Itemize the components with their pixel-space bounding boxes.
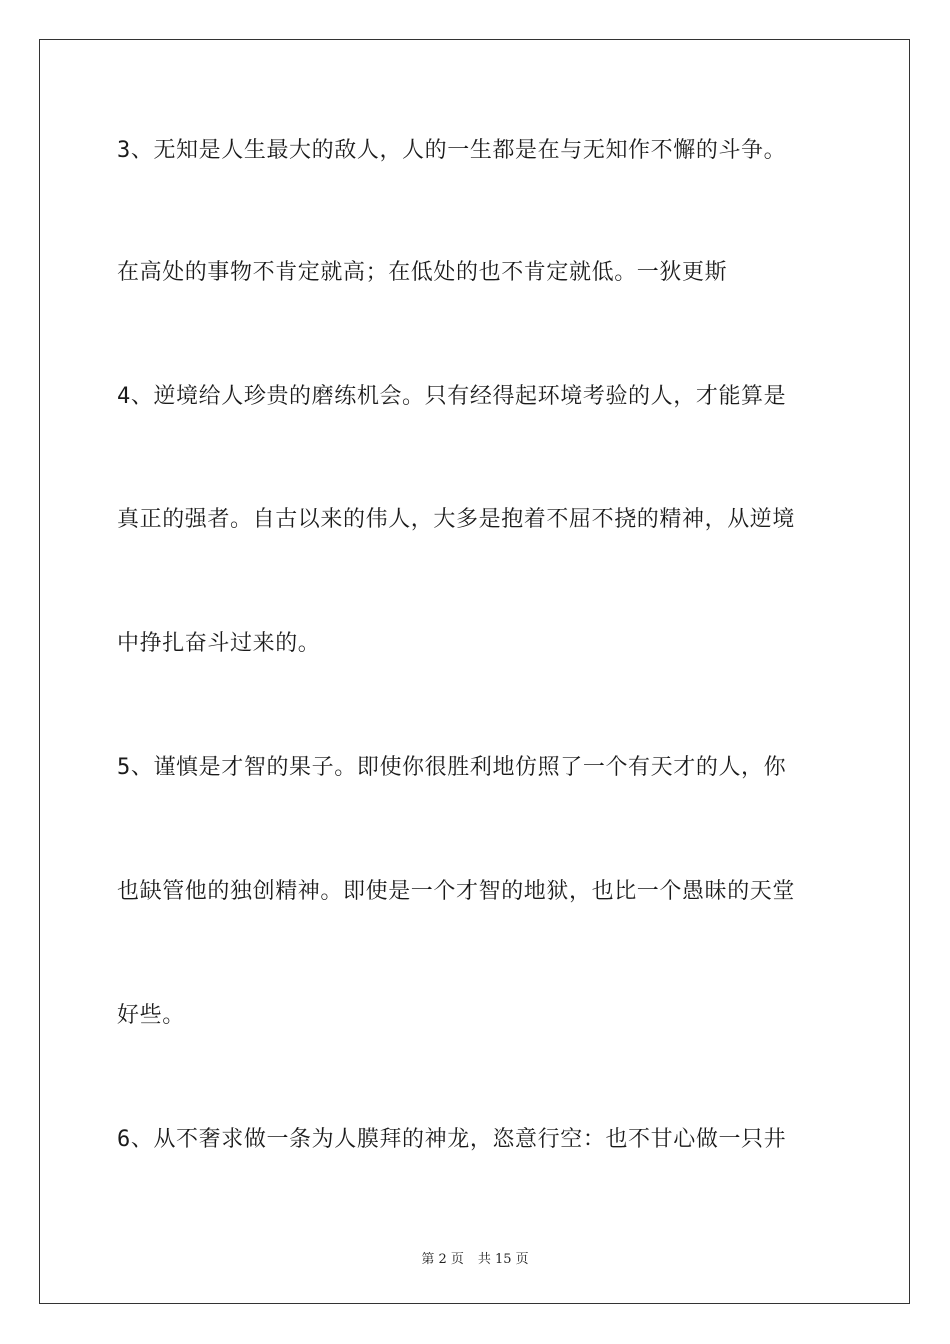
text-line: 也缺管他的独创精神。即使是一个才智的地狱，也比一个愚昧的天堂: [117, 879, 796, 904]
text-line: 3、无知是人生最大的敌人，人的一生都是在与无知作不懈的斗争。: [117, 138, 787, 163]
text-line: 6、从不奢求做一条为人膜拜的神龙，恣意行空：也不甘心做一只井: [117, 1127, 787, 1152]
text-line: 真正的强者。自古以来的伟人，大多是抱着不屈不挠的精神，从逆境: [117, 507, 796, 532]
text-line: 在高处的事物不肯定就高；在低处的也不肯定就低。一狄更斯: [117, 260, 728, 285]
page-number: 第 2 页: [421, 1252, 464, 1267]
page-total: 共 15 页: [477, 1252, 529, 1267]
text-line: 5、谨慎是才智的果子。即使你很胜利地仿照了一个有天才的人，你: [117, 755, 787, 780]
page-border: [39, 39, 910, 1304]
text-line: 4、逆境给人珍贵的磨练机会。只有经得起环境考验的人，才能算是: [117, 384, 787, 409]
text-line: 中挣扎奋斗过来的。: [117, 631, 321, 656]
text-line: 好些。: [117, 1003, 185, 1028]
page-footer: [0, 1248, 950, 1267]
